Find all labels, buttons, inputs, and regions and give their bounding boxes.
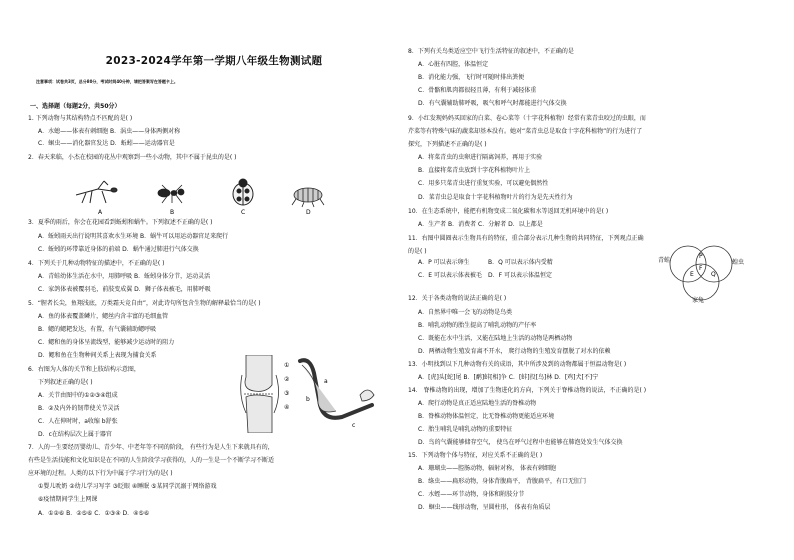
arm-muscle-icon bbox=[300, 360, 374, 418]
question-text-line: C．胎生哺乳是哺乳动物的重要特征 bbox=[418, 426, 513, 433]
ant-icon bbox=[158, 185, 184, 203]
question-text-line: C．人在伸时时，a收缩 b舒张 bbox=[38, 418, 118, 425]
question-text-line: A．珊瑚虫——腔肠动物，辐射对称， 体表有刺细胞 bbox=[418, 465, 557, 472]
venn-label-frog: 青蛙 bbox=[658, 257, 671, 264]
question-text-line: B．Q 可以表示体内受精 bbox=[488, 259, 553, 266]
venn-label-rabbit: 家兔 bbox=[692, 297, 705, 304]
question-text-line: 的是( ) bbox=[408, 248, 427, 255]
question-text-line: 8．下列有关鸟类适应空中飞行生活特征的叙述中，不正确的是 bbox=[408, 48, 574, 55]
venn-figure bbox=[654, 240, 750, 304]
question-text-line: 应环境的过程。人类的以下行为中属于学习行为的是( ) bbox=[28, 470, 173, 477]
question-text-line: A．①②⑥ B．②⑤⑥ C．①③④ D．④⑤⑥ bbox=[38, 510, 150, 517]
question-text-line: 下列叙述正确的是( ) bbox=[38, 379, 93, 386]
question-text-line: B．哺乳动物的胎生提高了哺乳动物的产仔率 bbox=[418, 322, 537, 329]
question-text-line: 5．“腥者长尖，鱼翔浅底，万类霜天竞自由”，对此诗句所包含生物的解释最恰当的是( ) bbox=[28, 300, 261, 307]
question-text-line: D．蛔虫——线形动物，呈圆柱形， 体表有角质层 bbox=[418, 504, 551, 511]
muscle-label-a: a bbox=[324, 378, 328, 385]
question-text-line: 13．小明找到以下几种动物有关的成语，其中所涉及到的动物都属于恒温动物是( ) bbox=[408, 361, 627, 368]
option-label-c: C bbox=[241, 209, 246, 215]
muscle-label-b: b bbox=[306, 396, 310, 403]
question-text-line: B．脊椎动物体温恒定，比无脊椎动物更能适应环境 bbox=[418, 413, 555, 420]
question-text-line: 6．右图为人体的关节和上肢结构示意图， bbox=[28, 366, 140, 373]
question-text-line: ⑥疫情期间学生上网课 bbox=[38, 496, 98, 503]
question-text-line: 9．小红发现妈妈买回家的白菜、卷心菜等（十字花科植物）经常有菜青虫咬过的虫眼，而 bbox=[408, 115, 646, 122]
question-text-line: A．关节由图中的①②③④组成 bbox=[38, 392, 118, 399]
insect-figure bbox=[68, 173, 368, 215]
venn-letter-q: Q bbox=[711, 271, 716, 278]
option-label-b: B bbox=[170, 209, 175, 215]
ladybug-icon bbox=[233, 179, 253, 205]
question-text-line: A．心脏有四腔，体温恒定 bbox=[418, 61, 489, 68]
question-text-line: C．水蛭——环节动物，身体和附肢分节 bbox=[418, 491, 525, 498]
question-text-line: D．两栖动物生殖发育离不开水， 爬行动物的生殖发育摆脱了对水的依赖 bbox=[418, 348, 611, 355]
question-text-line: A．将菜青虫的虫卵进行隔离饲养，再用于实验 bbox=[418, 154, 543, 161]
knee-joint-icon bbox=[241, 355, 279, 433]
question-text-line: D．F 可以表示体温恒定 bbox=[488, 272, 552, 279]
question-text-line: A．[虎]头[蛇]尾 B．[鹬]蚌[相]争 C．[蚌]投[鸟]林 D．[鸡]犬[不]宁 bbox=[418, 374, 599, 381]
question-text-line: ①婴儿吮奶 ②幼儿学习写字 ③眨眼 ④睡眠 ⑤某同学沉溺于网络游戏 bbox=[38, 483, 217, 490]
question-text-line: C．E 可以表示体表被毛 bbox=[418, 272, 482, 279]
question-text-line: D．c在结构层次上属于器官 bbox=[38, 431, 112, 438]
question-text-line: 7．人的一生要经历婴幼儿、青少年、中老年等不同的阶段， 有些行为是人生下来就具有的， bbox=[28, 444, 274, 451]
question-text-line: 4．下列关于几种动物特征的描述中，不正确的是( ) bbox=[28, 260, 165, 267]
question-text-line: D．菜青虫总是取食十字花科植物叶片的行为是先天性行为 bbox=[418, 194, 573, 201]
question-text-line: 有些是生活技能和文化知识是在不同的人生阶段学习获得的，人的一生是一个不断学习不断适 bbox=[28, 457, 275, 464]
question-text-line: B．鳃的鳃耙发达，有置，有气囊辅助鳃呼吸 bbox=[38, 326, 157, 333]
option-label-a: A bbox=[98, 209, 103, 215]
question-text-line: B．直接将菜青虫放到十字花科植物叶片上 bbox=[418, 167, 531, 174]
question-text-line: D．有气囊辅助肺呼吸，吸气和呼气时都能进行气体交换 bbox=[418, 100, 567, 107]
question-text-line: A．鱼的体表覆盖鳞片，鳃丝内含丰富的毛细血管 bbox=[38, 313, 169, 320]
woodlouse-icon bbox=[292, 188, 324, 207]
question-text-line: 15．下列动物个体与特征，对应关系不正确的是( ) bbox=[408, 452, 543, 459]
question-text-line: B．②及内外的韧带使关节灵活 bbox=[38, 405, 120, 412]
question-text-line: 3．夏季的雨后，你会在花园看到蚯蚓和蜗牛。下列叙述不正确的是( ) bbox=[28, 219, 213, 226]
section-heading: 一、选择题（每题2分，共50分） bbox=[30, 103, 121, 110]
venn-label-locust: 蝗虫 bbox=[732, 259, 745, 266]
question-text-line: C．骨骼和肌肉都很轻且薄，有利于减轻体重 bbox=[418, 87, 537, 94]
question-text-line: C．蚯蚓的环带靠近身体的前端 D．蜗牛通过肺进行气体交换 bbox=[38, 246, 199, 253]
question-text-line: A．爬行动物是真正适应陆地生活的脊椎动物 bbox=[418, 400, 537, 407]
joint-label-4: ④ bbox=[284, 404, 290, 411]
option-label-d: D bbox=[306, 209, 311, 215]
question-text-line: A．蚯蚓雨天出行说明其喜欢水生环境 B．蜗牛可以用运动器官足来爬行 bbox=[38, 233, 229, 240]
question-text-line: C．蛔虫——消化器官发达 D．蚯蚓——运动器官是 bbox=[38, 140, 175, 147]
joint-label-2: ② bbox=[284, 376, 290, 383]
question-text-line: C．既能在水中生活，又能在陆地上生活的动物是两栖动物 bbox=[418, 335, 573, 342]
muscle-label-c: c bbox=[352, 422, 356, 429]
venn-letter-p: P bbox=[699, 253, 703, 260]
question-text-line: 11．右图中圆圈表示生物具有的特征，重合部分表示几种生物的共同特征，下列观点正确 bbox=[408, 235, 644, 242]
exam-notice: 注意事项：试卷共3页，总分80分，考试时间40分钟，请把答案写在答题卡上。 bbox=[36, 79, 178, 84]
question-text-line: C．鳃和鱼的身体呈流线型，能够减少运动时的阻力 bbox=[38, 339, 175, 346]
question-text-line: D．鸟的气囊能够储存空气， 使鸟在呼气过程中也能够在肺泡处发生气体交换 bbox=[418, 439, 623, 446]
question-text-line: B．消化能力强，飞行时可随时排出粪便 bbox=[418, 74, 525, 81]
question-text-line: 12．关于各类动物的说法正确的是( ) bbox=[408, 295, 507, 302]
question-text-line: 2．春天来临，小杰在校园的花丛中观察到一些小动物，其中不属于昆虫的是( ) bbox=[28, 154, 237, 161]
question-text-line: A．P 可以表示卵生 bbox=[418, 259, 470, 266]
question-text-line: B．绦虫——扁形动物，身体背腹扁平， 背腹扁平，有口无肛门 bbox=[418, 478, 587, 485]
venn-letter-f: F bbox=[699, 265, 703, 272]
joint-arm-figure bbox=[232, 355, 382, 433]
question-text-line: 芹菜等有特殊气味的蔬菜却基本没有。她对“菜青虫总是取食十字花科植物”的行为进行了 bbox=[408, 128, 643, 135]
mantis-icon bbox=[76, 181, 117, 203]
question-text-line: A．水螅——体表有刺细胞 B．涡虫——身体两侧对称 bbox=[38, 128, 181, 135]
question-text-line: A．青蛙幼体生活在水中，用肺呼吸 B．蚯蚓身体分节，运动灵活 bbox=[38, 273, 211, 280]
question-text-line: 探究，下列描述不正确的是( ) bbox=[408, 141, 487, 148]
question-text-line: C．家鸽体表被覆羽毛，前肢变成翼 D．狮子体表被毛，用肺呼吸 bbox=[38, 286, 211, 293]
question-text-line: 14． 脊椎动物的出现，增加了生物进化的方向，下列关于脊椎动物的说法，不正确的是( ) bbox=[408, 387, 647, 394]
joint-label-3: ③ bbox=[284, 390, 290, 397]
question-text-line: 10．在生态系统中，能把有机物变成二氧化碳和水等返回无机环境中的是( ) bbox=[408, 208, 609, 215]
venn-letter-e: E bbox=[690, 271, 694, 278]
question-text-line: A．生产者 B．消费者 C．分解者 D．以上都是 bbox=[418, 221, 543, 228]
question-text-line: D．鳃和鱼在生物种间关系上表现为捕食关系 bbox=[38, 352, 157, 359]
question-text-line: 1. 下列动物与其结构特点不匹配的是( ) bbox=[28, 115, 133, 122]
joint-label-1: ① bbox=[284, 362, 290, 369]
page-title: 2023-2024学年第一学期八年级生物测试题 bbox=[105, 55, 323, 67]
question-text-line: A．自然界中唯一会飞的动物是鸟类 bbox=[418, 309, 513, 316]
question-text-line: C．用多只菜青虫进行重复实验，可以避免偶然性 bbox=[418, 180, 549, 187]
